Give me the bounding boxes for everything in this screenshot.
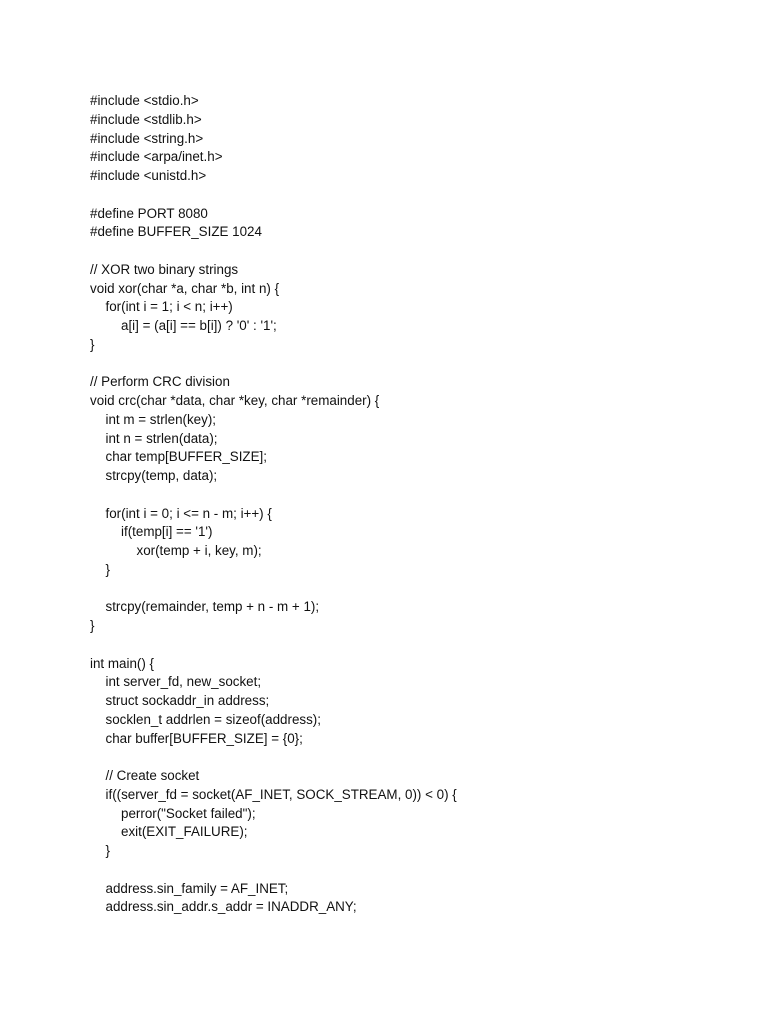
- blank-line: [90, 355, 730, 374]
- code-line: strcpy(temp, data);: [105, 468, 218, 483]
- blank-line: [90, 580, 730, 599]
- blank-line: [90, 486, 730, 505]
- code-line: for(int i = 0; i <= n - m; i++) {: [105, 505, 272, 521]
- code-line: // Perform CRC division: [90, 374, 230, 390]
- code-line: char buffer[BUFFER_SIZE] = {0};: [105, 730, 303, 746]
- blank-line: [90, 748, 730, 767]
- code-line: }: [90, 618, 95, 633]
- blank-line: [90, 186, 730, 205]
- code-line: #define BUFFER_SIZE 1024: [90, 224, 262, 240]
- code-line: #include <stdio.h>: [90, 93, 199, 108]
- code-line: address.sin_family = AF_INET;: [105, 880, 289, 896]
- code-line: #include <stdlib.h>: [90, 111, 202, 127]
- code-line: if((server_fd = socket(AF_INET, SOCK_STREAM, 0)) < 0) {: [105, 786, 457, 802]
- code-line: void crc(char *data, char *key, char *remainder) {: [90, 393, 380, 408]
- code-line: }: [105, 561, 110, 577]
- code-line: }: [90, 336, 95, 352]
- code-line: address.sin_addr.s_addr = INADDR_ANY;: [105, 899, 357, 915]
- code-line: socklen_t addrlen = sizeof(address);: [105, 711, 321, 727]
- code-line: int main() {: [90, 655, 154, 671]
- code-line: #include <unistd.h>: [90, 168, 207, 183]
- code-line: #include <string.h>: [90, 130, 204, 146]
- code-line: exit(EXIT_FAILURE);: [121, 824, 248, 840]
- code-line: #include <arpa/inet.h>: [90, 149, 223, 165]
- code-line: xor(temp + i, key, m);: [136, 543, 262, 558]
- code-line: for(int i = 1; i < n; i++): [105, 299, 233, 315]
- code-line: void xor(char *a, char *b, int n) {: [90, 280, 280, 296]
- code-line: char temp[BUFFER_SIZE];: [105, 449, 267, 465]
- code-line: }: [105, 843, 110, 858]
- code-line: // XOR two binary strings: [90, 261, 239, 277]
- code-line: // Create socket: [105, 768, 200, 783]
- code-line: if(temp[i] == '1'): [121, 524, 213, 540]
- code-line: a[i] = (a[i] == b[i]) ? '0' : '1';: [121, 318, 277, 333]
- blank-line: [90, 242, 730, 261]
- code-line: int n = strlen(data);: [105, 430, 218, 446]
- code-line: int server_fd, new_socket;: [105, 674, 262, 690]
- blank-line: [90, 636, 730, 655]
- code-line: #define PORT 8080: [90, 205, 208, 221]
- blank-line: [90, 861, 730, 880]
- code-line: struct sockaddr_in address;: [105, 693, 270, 708]
- code-line: perror("Socket failed");: [121, 805, 256, 821]
- code-listing: [90, 92, 730, 917]
- code-line: strcpy(remainder, temp + n - m + 1);: [105, 599, 320, 615]
- code-line: int m = strlen(key);: [105, 411, 216, 427]
